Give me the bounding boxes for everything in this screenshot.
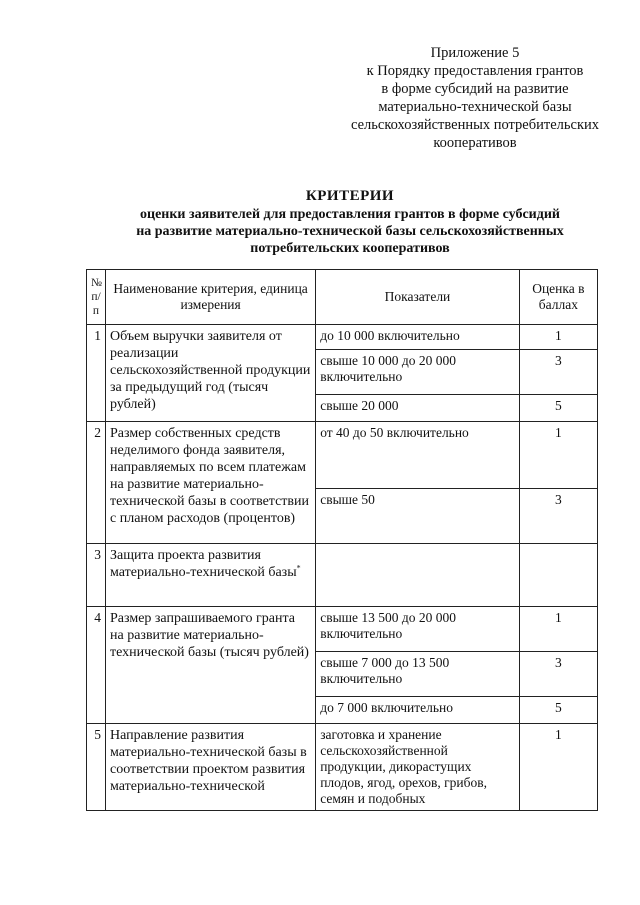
score-cell: 1	[519, 422, 597, 489]
appendix-block	[320, 44, 630, 152]
header-score: Оценка в баллах	[519, 270, 597, 325]
document-subtitle-line: потребительских кооперативов	[250, 241, 450, 256]
appendix-line: в форме субсидий на развитие	[381, 81, 569, 97]
score-cell: 1	[519, 325, 597, 350]
criterion-name: Размер собственных средств неделимого фонда заявителя, направляемых по всем платежам на развитие материально-технической базы в соответствии с планом расходов (процентов)	[106, 422, 316, 544]
document-title: КРИТЕРИИ	[305, 188, 395, 204]
criterion-name-text: Защита проекта развития материально-технической базы	[110, 548, 297, 580]
indicator-cell	[316, 544, 520, 607]
score-cell: 1	[519, 607, 597, 652]
indicator-cell: свыше 10 000 до 20 000 включительно	[316, 350, 520, 395]
score-cell	[519, 544, 597, 607]
table-header-row	[87, 270, 598, 325]
indicator-cell: свыше 7 000 до 13 500 включительно	[316, 652, 520, 697]
header-num	[87, 270, 106, 325]
row-number: 3	[87, 544, 106, 607]
table-row	[87, 607, 598, 652]
document-subtitle-line: оценки заявителей для предоставления грантов в форме субсидий	[140, 207, 560, 222]
score-cell: 5	[519, 697, 597, 724]
criteria-table	[86, 269, 598, 811]
table-row	[87, 724, 598, 811]
document-subtitle-line: на развитие материально-технической базы сельскохозяйственных	[136, 224, 564, 239]
appendix-line: материально-технической базы	[378, 99, 572, 115]
header-num-symbol: №	[91, 277, 102, 289]
criterion-name: Размер запрашиваемого гранта на развитие материально-технической базы (тысяч рублей)	[106, 607, 316, 724]
header-num-abbr: п/п	[91, 291, 101, 317]
indicator-cell: свыше 50	[316, 489, 520, 544]
row-number: 4	[87, 607, 106, 724]
score-cell: 3	[519, 489, 597, 544]
footnote-mark: *	[296, 563, 301, 573]
header-indicators: Показатели	[316, 270, 520, 325]
row-number: 1	[87, 325, 106, 422]
score-cell: 5	[519, 395, 597, 422]
appendix-line: сельскохозяйственных потребительских	[350, 117, 599, 133]
score-cell: 3	[519, 350, 597, 395]
criterion-name	[106, 544, 316, 607]
criterion-name: Объем выручки заявителя от реализации сельскохозяйственной продукции за предыдущий год (тысяч рублей)	[106, 325, 316, 422]
table-row	[87, 325, 598, 350]
indicator-cell: свыше 13 500 до 20 000 включительно	[316, 607, 520, 652]
appendix-line: кооперативов	[433, 135, 517, 151]
header-criterion-name: Наименование критерия, единица измерения	[106, 270, 316, 325]
indicator-cell: до 7 000 включительно	[316, 697, 520, 724]
score-cell: 1	[519, 724, 597, 811]
table-row	[87, 422, 598, 489]
indicator-cell: от 40 до 50 включительно	[316, 422, 520, 489]
document-heading	[100, 186, 600, 257]
score-cell: 3	[519, 652, 597, 697]
indicator-cell: свыше 20 000	[316, 395, 520, 422]
row-number: 2	[87, 422, 106, 544]
appendix-line: к Порядку предоставления грантов	[366, 63, 584, 79]
indicator-cell: заготовка и хранение сельскохозяйственной продукции, дикорастущих плодов, ягод, орехов, грибов, семян и подобных	[316, 724, 520, 811]
appendix-line: Приложение 5	[430, 45, 520, 61]
indicator-cell: до 10 000 включительно	[316, 325, 520, 350]
table-row	[87, 544, 598, 607]
row-number: 5	[87, 724, 106, 811]
criterion-name: Направление развития материально-технической базы в соответствии проектом развития материально-технической	[106, 724, 316, 811]
